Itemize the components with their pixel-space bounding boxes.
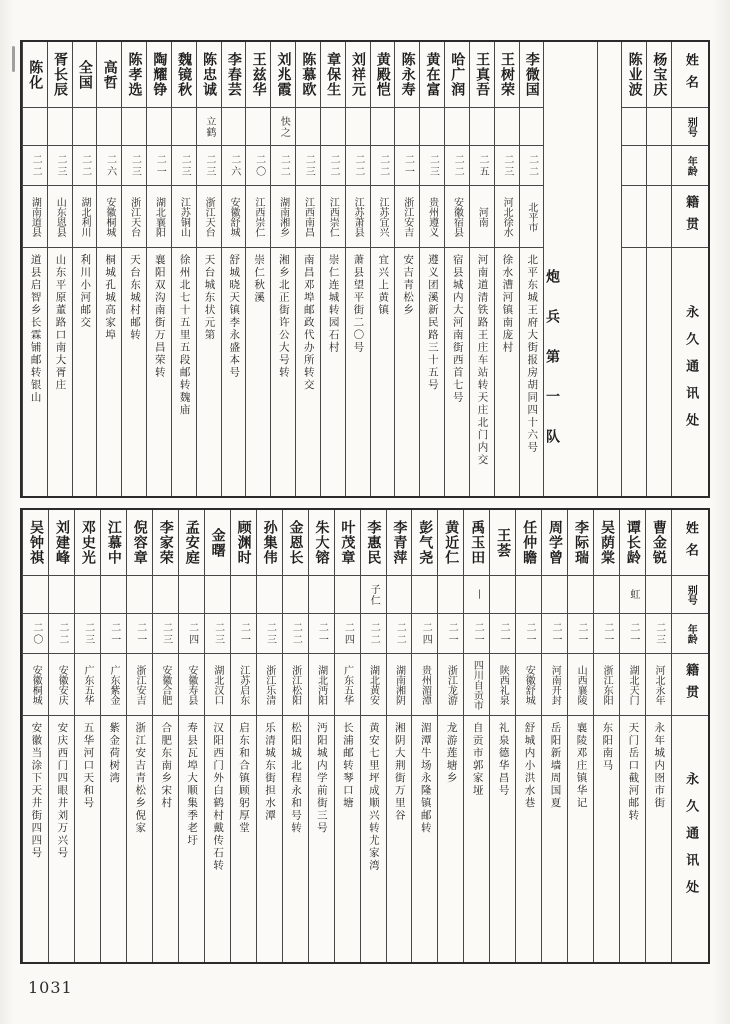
entry-native-place: 广东五华 (82, 664, 94, 705)
entry-name: 杨宝庆 (651, 52, 668, 97)
entry-native-place: 安徽寿县 (185, 664, 197, 705)
entry-age: 二三 (264, 621, 276, 646)
entry-address: 黄安七里坪成顺兴转尤家湾 (367, 722, 380, 872)
header-name: 姓名 (682, 52, 698, 97)
entry-name: 曹金锐 (650, 520, 667, 565)
entry-address: 宜兴上黄镇 (377, 254, 390, 317)
entry-age: 二一 (238, 621, 250, 646)
entry-age: 二三 (129, 153, 141, 178)
entry-age: 二二 (526, 153, 538, 178)
entry-age: 二一 (524, 621, 535, 646)
entry-native-place: 四川自贡市 (471, 659, 483, 710)
entry-name: 陈化 (27, 59, 44, 90)
entry-name: 王荟 (495, 527, 512, 558)
entry-native-place: 北平市 (525, 201, 537, 232)
entry-name: 孟安庭 (183, 520, 200, 565)
entry-address: 沔阳城内学前街三号 (315, 722, 328, 835)
entry-age: 二二 (328, 153, 340, 178)
entry-name: 任仲瞻 (521, 520, 538, 565)
entry-age: 二三 (303, 153, 315, 178)
entry-column (256, 510, 282, 962)
entry-age: 二一 (446, 621, 458, 646)
entry-age: 二一 (316, 621, 328, 646)
entry-column (519, 42, 544, 496)
entry-age: 二一 (498, 621, 510, 646)
entry-native-place: 浙江乐清 (263, 664, 275, 705)
entry-address: 舒城内小洪水巷 (523, 722, 536, 810)
entry-address: 山东平原董路口南大胥庄 (54, 254, 67, 392)
entry-column (245, 42, 270, 496)
header-native-place: 籍贯 (683, 662, 699, 707)
entry-name: 朱大镕 (313, 520, 330, 565)
entry-address: 崇仁秋溪 (253, 254, 266, 304)
entry-age: 二五 (477, 153, 489, 178)
header-address: 永久通讯处 (683, 304, 699, 440)
entry-column (295, 42, 320, 496)
entry-age: 二〇 (253, 153, 265, 178)
entry-name: 金曙 (209, 527, 226, 558)
entry-name: 李春芸 (225, 52, 242, 97)
entry-native-place: 浙江安吉 (133, 664, 145, 705)
entry-column (463, 510, 489, 962)
entry-native-place: 河南开封 (549, 664, 561, 705)
entry-age: 二二 (56, 621, 68, 646)
entry-name: 陶耀铮 (151, 52, 168, 97)
entry-name: 李际瑞 (573, 520, 589, 565)
entry-age: 二一 (627, 621, 639, 646)
entry-name: 黄殿恺 (374, 52, 391, 97)
entry-address: 湘乡北正街许公大号转 (277, 254, 290, 379)
entry-native-place: 湖南湘乡 (277, 196, 289, 237)
entry-column (96, 42, 121, 496)
entry-column (411, 510, 437, 962)
entry-age: 二一 (134, 621, 146, 646)
header-column (671, 42, 708, 496)
entry-age: 二四 (342, 621, 354, 646)
roster-table-lower (20, 508, 710, 964)
entry-column (171, 42, 196, 496)
scan-smudge (12, 46, 15, 72)
spacer-column (597, 42, 621, 496)
entry-native-place: 湖北汉口 (211, 664, 223, 705)
entry-address: 湘阴大荆街万里谷 (393, 722, 406, 822)
entry-column (370, 42, 395, 496)
entry-address: 东阳南马 (601, 722, 614, 772)
entry-native-place: 浙江龙游 (445, 664, 457, 705)
header-native-place: 籍贯 (683, 194, 699, 239)
entry-name: 王真吾 (474, 52, 491, 97)
entry-native-place: 河北永年 (653, 664, 665, 705)
entry-column (619, 510, 645, 962)
entry-column (386, 510, 412, 962)
section-label: 炮兵第一队 (544, 269, 561, 469)
entry-address: 舒城晓天镇李永盛本号 (228, 254, 241, 379)
entry-native-place: 江西崇仁 (252, 196, 264, 237)
entry-native-place: 浙江东阳 (601, 664, 613, 705)
entry-name: 陈忠诚 (201, 52, 217, 97)
entry-address: 南昌邓埠邮政代办所转交 (302, 254, 315, 392)
entry-address: 遵义团溪新民路三十五号 (426, 254, 439, 392)
entry-native-place: 安徽舒城 (523, 664, 535, 705)
entry-column (178, 510, 204, 962)
entry-age: 二二 (377, 153, 389, 178)
header-column (671, 510, 708, 962)
entry-native-place: 湖北襄阳 (153, 196, 165, 237)
entry-address: 永年城内囹市街 (653, 722, 666, 810)
entry-column (48, 510, 74, 962)
entry-column (360, 510, 386, 962)
entry-address: 徐州北七十五里五段邮转魏庙 (178, 254, 191, 417)
entry-column (221, 42, 246, 496)
entry-native-place: 湖北黄安 (367, 664, 379, 705)
entry-column (334, 510, 360, 962)
entry-native-place: 安徽宿县 (451, 196, 463, 237)
entry-name: 刘祥元 (349, 52, 366, 97)
entry-age: 二三 (82, 621, 94, 646)
entry-age: 二一 (402, 153, 414, 178)
entry-column (437, 510, 463, 962)
entry-column (126, 510, 152, 962)
entry-age: 二三 (653, 621, 665, 646)
header-alias: 别号 (685, 584, 697, 605)
entry-name: 谭长龄 (624, 520, 641, 565)
entry-native-place: 山西襄陵 (575, 664, 587, 705)
entry-age: 二一 (601, 621, 613, 646)
entry-name: 黄近仁 (443, 520, 460, 565)
header-alias: 别号 (685, 116, 697, 137)
header-age: 年龄 (685, 155, 697, 176)
entry-address: 长浦邮转琴口塘 (341, 722, 354, 810)
entry-name: 邓史光 (79, 520, 96, 565)
entry-name: 江慕中 (105, 520, 122, 565)
entry-native-place: 河北徐水 (501, 196, 513, 237)
entry-column (489, 510, 515, 962)
entry-column (270, 42, 295, 496)
entry-column (419, 42, 444, 496)
entry-age: 二二 (352, 153, 364, 178)
entry-age: 二二 (290, 621, 302, 646)
entry-column (621, 42, 646, 496)
entry-name: 金恩长 (287, 520, 304, 565)
entry-name: 吴钟祺 (27, 520, 44, 565)
entry-address: 自贡市郭家垭 (471, 722, 484, 797)
entry-name: 周学曾 (547, 520, 564, 565)
entry-address: 安吉青松乡 (402, 254, 415, 317)
entry-age: 二三 (203, 153, 215, 178)
entry-native-place: 江苏宜兴 (376, 196, 388, 237)
entry-native-place: 河南 (476, 206, 488, 227)
entry-name: 胥长辰 (52, 52, 69, 97)
entry-native-place: 山东恩县 (54, 196, 66, 237)
entry-address: 安徽当涂下天井街四四号 (30, 722, 43, 860)
entry-native-place: 江苏萧县 (352, 196, 364, 237)
entry-name: 陈永寿 (399, 52, 416, 97)
entry-native-place: 安徽舒城 (227, 196, 239, 237)
entry-age: 二一 (549, 621, 561, 646)
entry-age: 二六 (104, 153, 116, 178)
entry-age: 二二 (452, 153, 464, 178)
entry-age: 二一 (108, 621, 120, 646)
entry-age: 二二 (79, 153, 91, 178)
entry-name: 高哲 (101, 59, 118, 90)
entry-age: 二三 (212, 621, 224, 646)
entry-address: 岳阳新墙周国夏 (549, 722, 562, 810)
entry-native-place: 湖南湘阴 (393, 664, 405, 705)
entry-age: 二〇 (30, 621, 42, 646)
entry-column (593, 510, 619, 962)
entry-name: 黄在富 (424, 52, 441, 97)
entry-address: 萧县望平街二〇号 (352, 254, 365, 354)
entry-address: 北平东城王府大街报房胡同四十六号 (526, 254, 539, 454)
entry-address: 合肥东南乡宋村 (160, 722, 173, 810)
entry-column (100, 510, 126, 962)
entry-age: 二三 (179, 153, 191, 178)
entry-native-place: 陕西礼泉 (497, 664, 509, 705)
entry-name: 孙集伟 (261, 520, 278, 565)
entry-age: 二六 (228, 153, 240, 178)
entry-name: 王兹华 (250, 52, 267, 97)
entry-column (196, 42, 221, 496)
section-column (543, 42, 597, 496)
entry-age: 二二 (394, 621, 406, 646)
entry-age: 二四 (186, 621, 198, 646)
entry-name: 刘兆霞 (275, 52, 292, 97)
entry-age: 二三 (501, 153, 513, 178)
entry-name: 倪容章 (131, 520, 148, 565)
entry-native-place: 江苏启东 (237, 664, 249, 705)
entry-column (394, 42, 419, 496)
entry-column (308, 510, 334, 962)
entry-name: 刘建峰 (53, 520, 70, 565)
entry-address: 龙游莲塘乡 (445, 722, 458, 785)
entry-native-place: 安徽合肥 (159, 664, 171, 705)
page-number: 1031 (28, 978, 73, 997)
entry-name: 李微国 (523, 52, 540, 97)
entry-age: 二四 (420, 621, 432, 646)
entry-alias: 子仁 (368, 583, 380, 606)
entry-column (121, 42, 146, 496)
entry-column (345, 42, 370, 496)
entry-native-place: 湖北利川 (79, 196, 91, 237)
entry-native-place: 广东紫金 (108, 664, 119, 705)
entry-name: 顾渊时 (235, 520, 252, 565)
entry-address: 襄陵邓庄镇华记 (575, 722, 588, 810)
entry-native-place: 浙江松阳 (289, 664, 301, 705)
entry-name: 陈慕欧 (300, 52, 317, 97)
entry-alias: 快之 (278, 115, 290, 138)
entry-native-place: 湖南道县 (29, 196, 41, 237)
header-address: 永久通讯处 (683, 771, 699, 907)
entry-column (469, 42, 494, 496)
entry-column (22, 42, 47, 496)
entry-native-place: 广东五华 (341, 664, 353, 705)
entry-column (567, 510, 593, 962)
entry-address: 河南道清铁路王庄车站转天庄北门内交 (476, 254, 489, 467)
entry-native-place: 湖北沔阳 (315, 664, 327, 705)
entry-native-place: 安徽桐城 (103, 196, 115, 237)
entry-native-place: 湖北天门 (627, 664, 639, 705)
entry-column (72, 42, 97, 496)
entry-column (74, 510, 100, 962)
entry-address: 天台东城村邮转 (128, 254, 141, 342)
entry-name: 李惠民 (365, 520, 382, 565)
entry-address: 五华河口天和号 (82, 722, 95, 810)
entry-name: 陈孝选 (126, 52, 143, 97)
entry-alias: 虹 (627, 589, 639, 600)
entry-name: 李青萍 (391, 520, 408, 565)
entry-name: 叶茂章 (339, 520, 356, 565)
entry-native-place: 浙江天台 (128, 196, 140, 237)
entry-address: 乐清城东街担水潭 (264, 722, 276, 822)
entry-column (494, 42, 519, 496)
entry-address: 寿县瓦埠大顺集季老圩 (186, 722, 199, 847)
roster-table-upper (20, 40, 710, 498)
entry-age: 二三 (160, 621, 172, 646)
entry-age: 二三 (427, 153, 439, 178)
entry-address: 紫金荷树湾 (108, 722, 121, 785)
entry-age: 二二 (30, 153, 42, 178)
entry-age: 二一 (154, 153, 166, 178)
entry-column (646, 42, 671, 496)
entry-name: 禹玉田 (469, 520, 486, 565)
entry-native-place: 江苏铜山 (178, 196, 190, 237)
entry-column (146, 42, 171, 496)
entry-address: 襄阳双沟南街万昌荣转 (153, 254, 166, 379)
entry-age: 二一 (472, 621, 484, 646)
entry-name: 王树荣 (498, 52, 515, 97)
header-name: 姓名 (682, 520, 698, 565)
entry-column (47, 42, 72, 496)
entry-native-place: 浙江安吉 (401, 196, 413, 237)
entry-column (541, 510, 567, 962)
entry-column (204, 510, 230, 962)
entry-column (645, 510, 671, 962)
entry-name: 全国 (76, 59, 93, 90)
entry-address: 天门岳口截河邮转 (627, 722, 640, 822)
entry-alias: 丨 (472, 589, 484, 600)
entry-native-place: 江西崇仁 (327, 196, 339, 237)
entry-address: 安庆西门四眼井刘万兴号 (56, 722, 69, 860)
entry-address: 松阳城北程永和号转 (289, 722, 302, 835)
entry-address: 浙江安吉青松乡倪家 (134, 722, 147, 835)
entry-column (152, 510, 178, 962)
entry-alias: 立鹤 (203, 115, 215, 138)
entry-address: 天台城东状元第 (203, 254, 216, 342)
entry-native-place: 贵州遵义 (426, 196, 438, 237)
entry-address: 利川小河邮交 (79, 254, 92, 329)
entry-column (22, 510, 48, 962)
entry-address: 崇仁连城转园石村 (327, 254, 340, 354)
entry-column (320, 42, 345, 496)
entry-address: 道县启智乡长霖铺邮转银山 (29, 254, 42, 404)
entry-native-place: 安徽桐城 (30, 664, 42, 705)
entry-column (515, 510, 541, 962)
entry-address: 汉阳西门外白鹤村戴传石转 (212, 722, 225, 872)
entry-address: 宿县城内大河南街西首七号 (451, 254, 464, 404)
entry-name: 李家荣 (157, 520, 174, 565)
entry-name: 哈广润 (449, 52, 466, 97)
entry-native-place: 江西南昌 (302, 196, 314, 237)
entry-address: 桐城孔城高家埠 (104, 254, 117, 342)
entry-native-place: 贵州湄潭 (419, 664, 431, 705)
entry-column (282, 510, 308, 962)
entry-address: 启东和合镇顾躬厚堂 (238, 722, 251, 835)
entry-native-place: 浙江天台 (203, 196, 215, 237)
entry-age: 二二 (368, 621, 380, 646)
entry-address: 徐水漕河镇南庞村 (501, 254, 514, 354)
entry-name: 魏镜秋 (176, 52, 193, 97)
entry-native-place: 安徽安庆 (56, 664, 68, 705)
entry-column (444, 42, 469, 496)
entry-address: 礼泉德华昌号 (497, 722, 510, 797)
header-age: 年龄 (685, 623, 697, 644)
entry-column (230, 510, 256, 962)
entry-age: 二一 (575, 621, 587, 646)
entry-name: 彭气尧 (417, 520, 434, 565)
entry-address: 湄潭牛场永隆镇邮转 (419, 722, 432, 835)
entry-age: 二二 (278, 153, 290, 178)
entry-name: 章保生 (325, 52, 342, 97)
entry-age: 二三 (54, 153, 66, 178)
entry-name: 陈业波 (626, 52, 643, 97)
entry-name: 吴荫棠 (598, 520, 615, 565)
